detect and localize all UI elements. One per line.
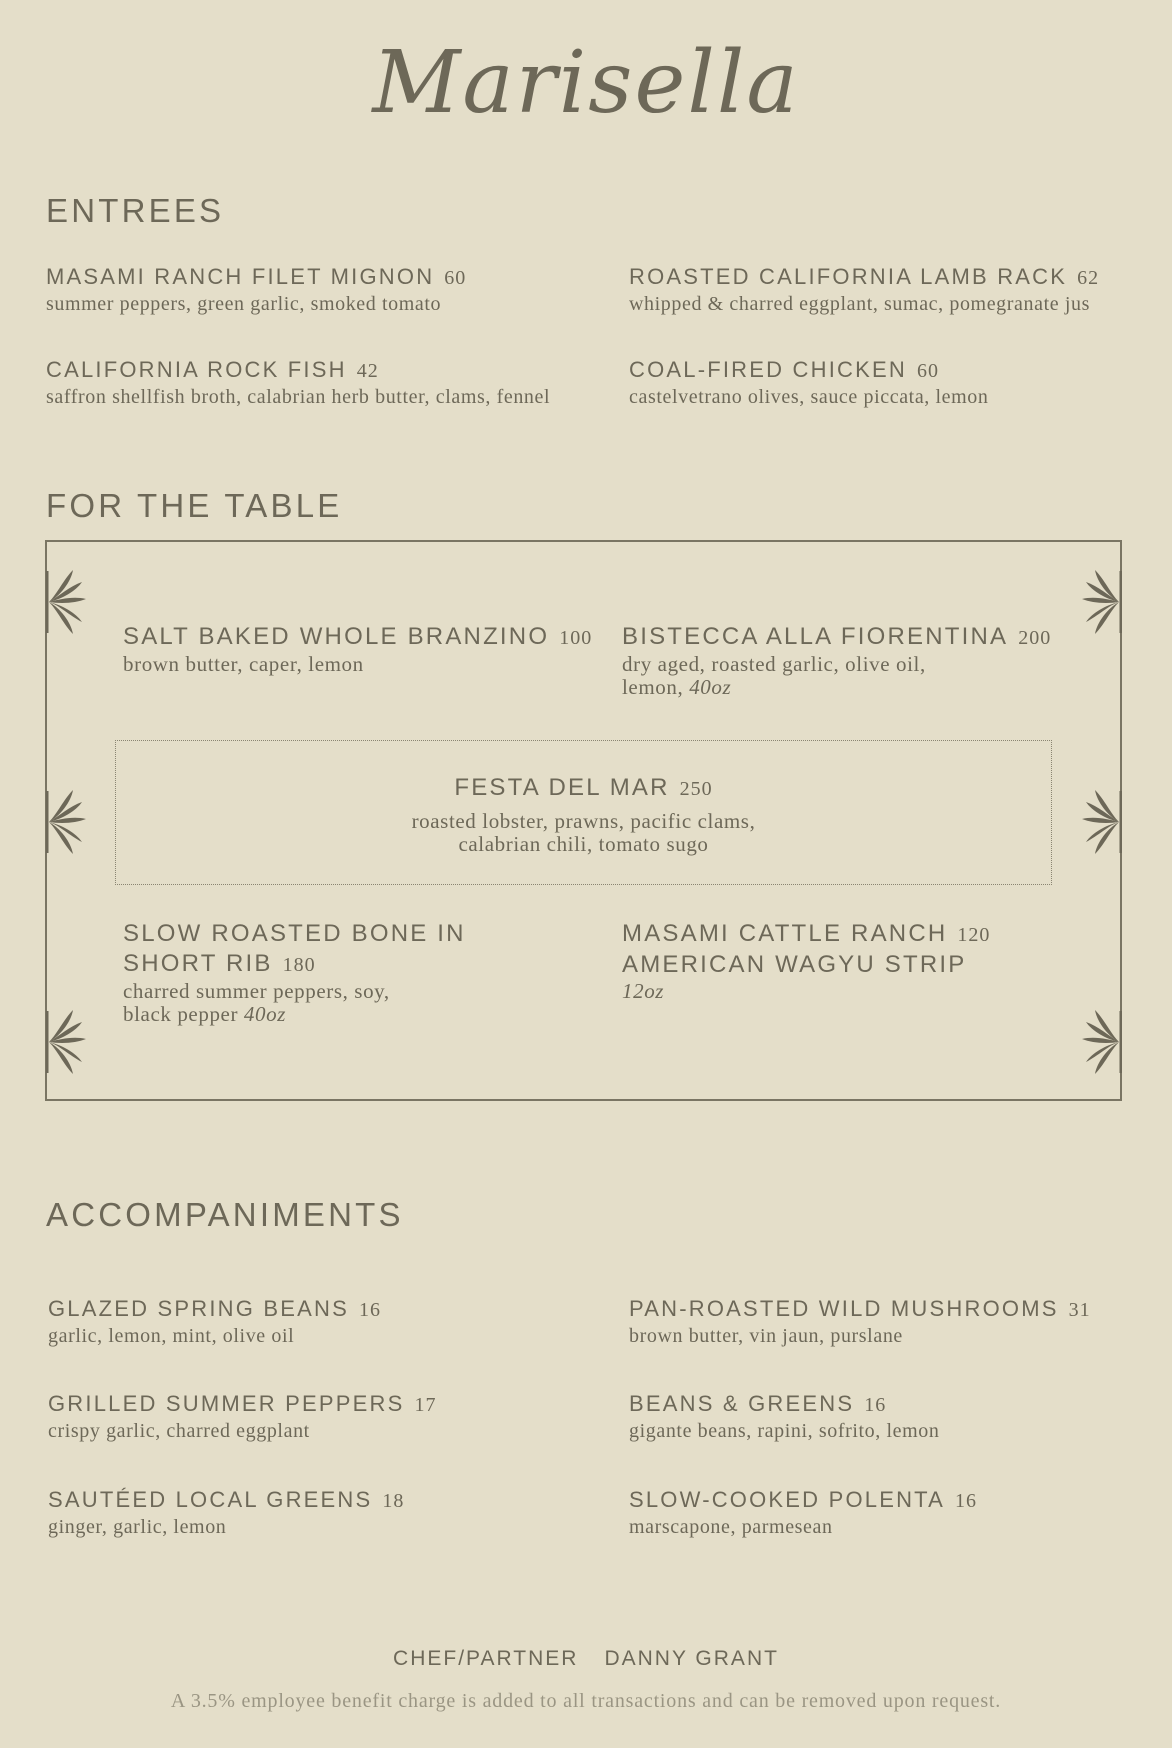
menu-item — [629, 356, 989, 409]
item-name-line-2: AMERICAN WAGYU STRIP — [622, 951, 967, 978]
item-description: ginger, garlic, lemon — [48, 1516, 227, 1538]
fan-ornament-icon — [46, 1003, 88, 1081]
menu-item — [622, 622, 1051, 699]
service-charge-note: A 3.5% employee benefit charge is added to all transactions and can be removed upon request. — [170, 1690, 1002, 1712]
item-name: SALT BAKED WHOLE BRANZINO — [123, 623, 550, 650]
menu-item — [622, 919, 990, 1003]
section-title-for-the-table: FOR THE TABLE — [46, 487, 343, 524]
item-price: 100 — [559, 627, 593, 649]
item-name: MASAMI RANCH FILET MIGNON — [46, 264, 435, 289]
chef-label: CHEF/PARTNER — [393, 1647, 579, 1670]
item-description: marscapone, parmesean — [629, 1516, 833, 1538]
item-description: brown butter, vin jaun, purslane — [629, 1325, 903, 1347]
item-description: summer peppers, green garlic, smoked tomato — [46, 293, 442, 315]
item-price: 42 — [356, 360, 379, 382]
item-description-line-2: calabrian chili, tomato sugo — [458, 832, 709, 856]
item-description: brown butter, caper, lemon — [123, 652, 364, 676]
section-title-accompaniments: ACCOMPANIMENTS — [46, 1196, 404, 1233]
item-weight: 40oz — [243, 1002, 286, 1026]
menu-item — [46, 263, 466, 316]
menu-item — [629, 1295, 1091, 1348]
item-price: 200 — [1018, 627, 1052, 649]
item-name: GRILLED SUMMER PEPPERS — [48, 1391, 405, 1416]
item-name: ROASTED CALIFORNIA LAMB RACK — [629, 264, 1068, 289]
item-price: 250 — [679, 778, 713, 800]
item-name: FESTA DEL MAR — [454, 774, 670, 801]
item-price: 16 — [955, 1490, 978, 1512]
menu-item — [48, 1486, 404, 1539]
item-price: 16 — [358, 1299, 381, 1321]
item-description-line-2: lemon, — [622, 675, 684, 699]
item-name-line-2: SHORT RIB — [123, 950, 273, 977]
menu-item — [48, 1390, 436, 1443]
item-name: BEANS & GREENS — [629, 1391, 855, 1416]
chef-credit — [0, 1647, 1172, 1671]
item-price: 180 — [282, 954, 316, 976]
menu-item — [629, 1390, 939, 1443]
item-description-line-1: charred summer peppers, soy, — [123, 979, 390, 1003]
item-name: PAN-ROASTED WILD MUSHROOMS — [629, 1296, 1059, 1321]
item-price: 60 — [444, 267, 467, 289]
item-description: crispy garlic, charred eggplant — [48, 1420, 310, 1442]
item-name: SAUTÉED LOCAL GREENS — [48, 1487, 373, 1512]
item-price: 60 — [916, 360, 939, 382]
item-price: 62 — [1077, 267, 1100, 289]
item-description: whipped & charred eggplant, sumac, pomegranate jus — [629, 293, 1090, 315]
item-description: castelvetrano olives, sauce piccata, lemon — [629, 386, 989, 408]
featured-item-box — [115, 740, 1052, 885]
restaurant-logo: Marisella — [372, 33, 800, 133]
item-description: garlic, lemon, mint, olive oil — [48, 1325, 295, 1347]
item-price: 16 — [864, 1394, 887, 1416]
fan-ornament-icon — [1080, 1003, 1122, 1081]
section-title-entrees: ENTREES — [46, 192, 225, 229]
item-name: BISTECCA ALLA FIORENTINA — [622, 623, 1009, 650]
item-price: 17 — [414, 1394, 437, 1416]
fan-ornament-icon — [46, 563, 88, 641]
item-name: CALIFORNIA ROCK FISH — [46, 357, 347, 382]
chef-name: DANNY GRANT — [604, 1647, 779, 1670]
item-price: 18 — [382, 1490, 405, 1512]
item-name: SLOW-COOKED POLENTA — [629, 1487, 946, 1512]
item-name-line-1: MASAMI CATTLE RANCH — [622, 920, 948, 947]
item-description-line-1: roasted lobster, prawns, pacific clams, — [411, 809, 756, 833]
item-weight: 12oz — [622, 979, 665, 1003]
item-name-line-1: SLOW ROASTED BONE IN — [123, 920, 466, 947]
item-weight: 40oz — [689, 675, 732, 699]
menu-item — [629, 263, 1099, 316]
fan-ornament-icon — [1080, 563, 1122, 641]
item-description: saffron shellfish broth, calabrian herb butter, clams, fennel — [46, 386, 551, 408]
fan-ornament-icon — [1080, 783, 1122, 861]
item-description-line-2: black pepper — [123, 1002, 239, 1026]
item-name: GLAZED SPRING BEANS — [48, 1296, 349, 1321]
menu-item — [46, 356, 550, 409]
menu-item — [123, 919, 466, 1026]
menu-item — [629, 1486, 977, 1539]
item-description-line-1: dry aged, roasted garlic, olive oil, — [622, 652, 926, 676]
item-name: COAL-FIRED CHICKEN — [629, 357, 907, 382]
item-description: gigante beans, rapini, sofrito, lemon — [629, 1420, 940, 1442]
item-price: 31 — [1068, 1299, 1091, 1321]
fan-ornament-icon — [46, 783, 88, 861]
menu-item — [48, 1295, 381, 1348]
menu-item — [123, 622, 592, 676]
item-price: 120 — [957, 924, 991, 946]
